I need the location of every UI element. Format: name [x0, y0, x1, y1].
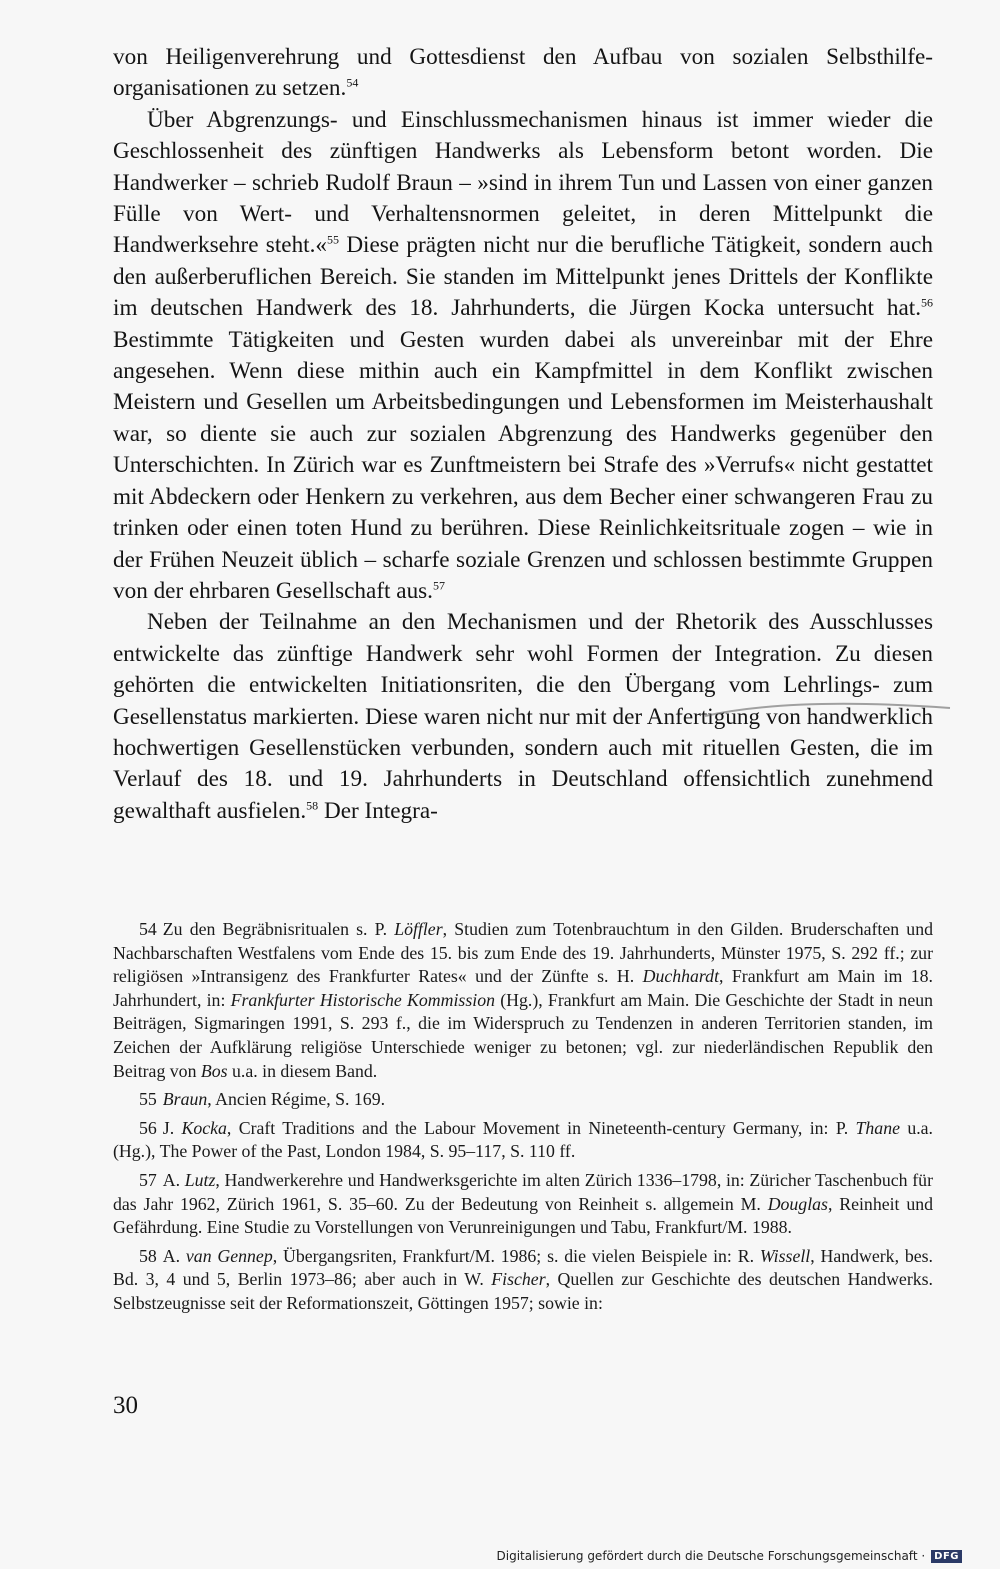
author-name: Douglas [767, 1193, 828, 1214]
footnote-reference: 56 [921, 295, 933, 310]
footnote-58 [113, 1245, 933, 1316]
author-name: Thane [855, 1117, 900, 1138]
footnote-text: , Übergangsriten, Frankfurt/M. 1986; s. die vielen Beispiele in: R. [272, 1245, 760, 1266]
footnote-reference: 54 [346, 75, 359, 90]
credit-text: Digitalisierung gefördert durch die Deutsche Forschungsgemeinschaft · [496, 1549, 926, 1563]
author-name: Kocka [181, 1117, 227, 1138]
author-name: Bos [200, 1060, 228, 1081]
footnote-text: , Quellen zur Geschichte des deutschen Handwerks. Selbstzeugnisse seit der Reformationszeit, Göttingen 1957; sowie in: [113, 1269, 933, 1313]
footnote-text: , Handwerk, bes. Bd. 3, 4 und 5, Berlin 1973–86; aber auch in W. [113, 1245, 933, 1290]
pen-underline-mark [700, 690, 960, 730]
dfg-logo: DFG [931, 1550, 962, 1563]
page-number: 30 [113, 1392, 138, 1419]
footnote-text: A. [162, 1169, 185, 1190]
author-name: Fischer [491, 1269, 546, 1290]
paragraph-text: von Heiligenverehrung und Gottesdienst den Aufbau von sozialen Selbsthilfe- organisationen zu setzen. [113, 44, 933, 102]
footnote-text: Zu den Begräbnisritualen s. P. [162, 919, 395, 939]
footnote-text: , Craft Traditions and the Labour Movement in Nineteenth-century Germany, in: P. [226, 1117, 856, 1138]
footnote-55 [113, 1088, 933, 1112]
footnote-text: (Hg.), Frankfurt am Main. Die Geschichte der Stadt in neun Beiträgen, Sigmaringen 1991, S. 293 f., die im Widerspruch zu Tendenzen in anderen Territorien standen, im Zeichen der Aufklärung religiöse Unterschiede weniger zu betonen; vgl. zur niederländischen Republik den Beitrag von [113, 989, 933, 1081]
author-name: Löffler [394, 919, 443, 939]
footnote-reference: 58 [306, 798, 319, 813]
footnote-text: u.a. in diesem Band. [227, 1060, 378, 1081]
footnote-text: , Reinheit und Gefährdung. Eine Studie zu Vorstellungen von Verunreinigungen und Tabu, Frankfurt/M. 1988. [113, 1193, 933, 1238]
footnote-54 [113, 918, 933, 1083]
paragraph-text: Neben der Teilnahme an den Mechanismen und der Rhetorik des Ausschlusses entwickelte das zünftige Handwerk sehr wohl Formen der Integration. Zu diesen gehörten die entwickelten Initiationsriten, die den Übergang vom Lehrlings- zum Gesellenstatus markierten. Diese waren nicht nur mit der Anfertigung von handwerklich hochwertigen Gesellenstücken verbunden, sondern auch mit rituellen Gesten, die im Verlauf des 18. und 19. Jahrhunderts in Deutschland offensichtlich zunehmend gewalthaft ausfielen. [113, 609, 933, 824]
footnote-number: 58 [139, 1245, 157, 1266]
footnotes [113, 918, 933, 1321]
paragraph-text: Der Integra- [318, 797, 438, 824]
paragraph-text: Über Abgrenzungs- und Einschlussmechanismen hinaus ist immer wieder die Geschlossenheit des zünftigen Handwerks als Lebensform betont worden. Die Handwerker – schrieb Rudolf Braun – »sind in ihrem Tun und Lassen von einer ganzen Fülle von Wert- und Verhaltensnormen geleitet, in deren Mittelpunkt die Handwerksehre steht.« [113, 106, 933, 259]
paragraph-text: Diese prägten nicht nur die berufliche Tätigkeit, sondern auch den außerberuflichen Bereich. Sie standen im Mittelpunkt jenes Drittels der Konflikte im deutschen Handwerk des 18. Jahrhunderts, die Jürgen Kocka untersucht hat. [113, 232, 933, 322]
author-name: van Gennep [185, 1245, 273, 1266]
footnote-text: u.a. (Hg.), The Power of the Past, London 1984, S. 95–117, S. 110 ff. [113, 1117, 933, 1162]
author-name: Wissell [759, 1245, 811, 1266]
footnote-text: , Studien zum Totenbrauchtum in den Gilden. Bruderschaften und Nachbarschaften Westfalens vom Ende des 15. bis zum Ende des 19. Jahrhunderts, Münster 1975, S. 292 ff.; zur religiösen »Intransigenz des Frankfurter Rates« und der Zünfte s. H. [113, 919, 933, 987]
footnote-reference: 55 [327, 232, 339, 247]
footnote-number: 56 [139, 1117, 157, 1138]
footnote-text: , Handwerkerehre und Handwerksgerichte im alten Zürich 1336–1798, in: Züricher Taschenbuch für das Jahr 1962, Zürich 1961, S. 35–60. Zu der Bedeutung von Reinheit s. allgemein M. [113, 1169, 933, 1214]
paragraph [113, 105, 933, 608]
author-name: Duchhardt [642, 966, 720, 987]
footnote-text: A. [162, 1245, 186, 1266]
footnote-number: 55 [139, 1089, 157, 1110]
footnote-number: 57 [139, 1169, 157, 1190]
digitization-credit [497, 1549, 962, 1563]
footnote-text: , Ancien Régime, S. 169. [207, 1089, 386, 1110]
footnote-56 [113, 1117, 933, 1164]
footnote-reference: 57 [432, 578, 445, 593]
footnote-57 [113, 1169, 933, 1240]
footnote-text: , Frankfurt am Main im 18. Jahrhundert, in: [113, 966, 933, 1010]
footnote-text: J. [162, 1117, 182, 1138]
paragraph [113, 42, 933, 105]
author-name: Frankfurter Historische Kommission [230, 989, 495, 1010]
footnote-number: 54 [139, 919, 157, 939]
author-name: Braun [162, 1089, 208, 1110]
paragraph-text: Bestimmte Tätigkeiten und Gesten wurden dabei als unvereinbar mit der Ehre angesehen. Wenn diese mithin auch ein Kampfmittel in dem Konflikt zwischen Meistern und Gesellen um Arbeitsbedingungen und Lebensformen im Meisterhaushalt war, so diente sie auch zur sozialen Abgrenzung des Handwerks gegenüber den Unterschichten. In Zürich war es Zunftmeistern bei Strafe des »Verrufs« nicht gestattet mit Abdeckern oder Henkern zu verkehren, aus dem Becher einer schwangeren Frau zu trinken oder einen toten Hund zu berühren. Diese Reinlichkeitsrituale zogen – wie in der Frühen Neuzeit üblich – scharfe soziale Grenzen und schlossen bestimmte Gruppen von der ehrbaren Gesellschaft aus. [113, 326, 933, 604]
author-name: Lutz [184, 1169, 216, 1190]
